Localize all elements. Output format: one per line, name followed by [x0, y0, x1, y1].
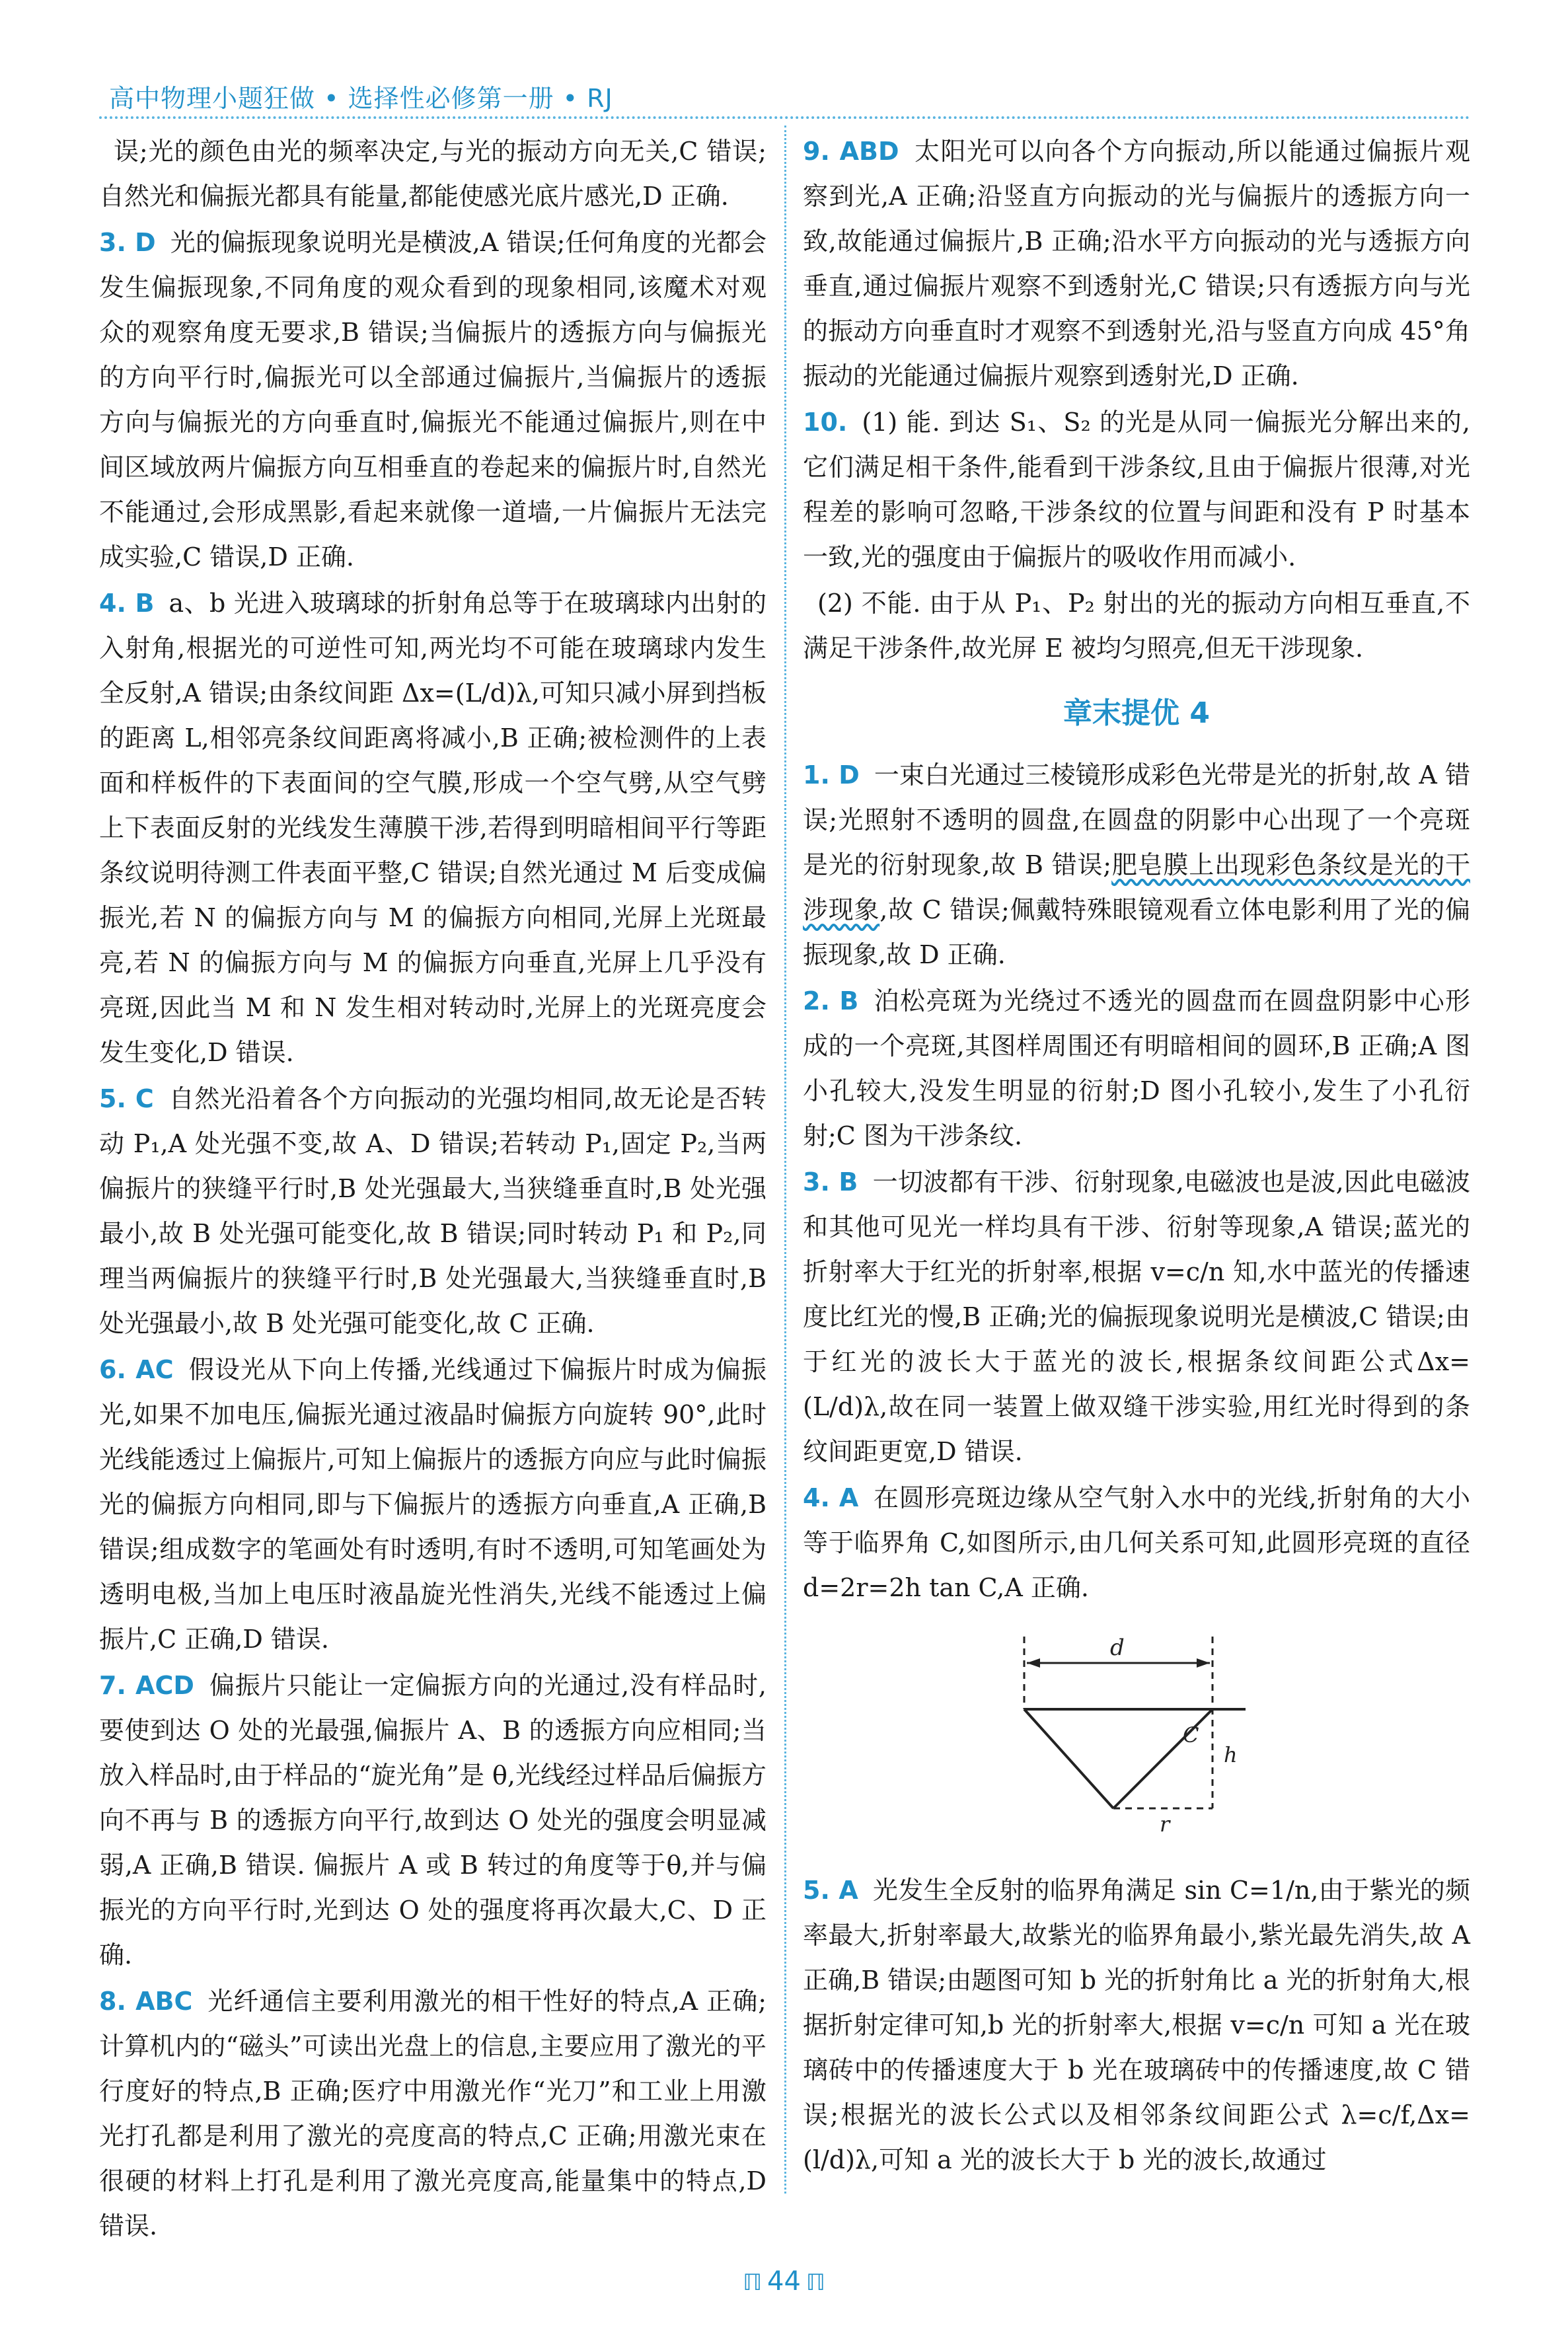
answer-item	[99, 1663, 766, 1977]
answer-number: 8. ABC	[99, 1987, 193, 2016]
answer-text: (1) 能. 到达 S₁、S₂ 的光是从同一偏振光分解出来的,它们满足相干条件,能看到干涉条纹,且由于偏振片很薄,对光程差的影响可忽略,干涉条纹的位置与间距和没有 P 时基本一致,光的强度由于偏振片的吸收作用而减小.	[803, 408, 1470, 572]
answer-item	[99, 1347, 766, 1662]
section-title: 章末提优 4	[1063, 696, 1210, 730]
answer-item	[803, 1868, 1470, 2182]
answer-text: 在圆形亮斑边缘从空气射入水中的光线,折射角的大小等于临界角 C,如图所示,由几何关系可知,此圆形亮斑的直径 d=2r=2h tan C,A 正确.	[803, 1483, 1471, 1602]
arrow-head-right	[1197, 1658, 1210, 1668]
answer-text: 误;光的颜色由光的频率决定,与光的振动方向无关,C 错误;自然光和偏振光都具有能量,都能使感光底片感光,D 正确.	[99, 137, 766, 211]
geometry-figure	[998, 1630, 1275, 1841]
answer-text: 偏振片只能让一定偏振方向的光通过,没有样品时,要使到达 O 处的光最强,偏振片 A、B 的透振方向应相同;当放入样品时,由于样品的“旋光角”是 θ,光线经过样品后偏振方向不再与 B 的透振方向平行,故到达 O 处光的强度会明显减弱,A 正确,B 错误. 偏振片 A 或 B 转过的角度等于θ,并与偏振光的方向平行时,光到达 O 处的强度将再次最大,C、D 正确.	[99, 1671, 766, 1970]
answer-text: 光纤通信主要利用激光的相干性好的特点,A 正确;计算机内的“磁头”可读出光盘上的信息,主要应用了激光的平行度好的特点,B 正确;医疗中用激光作“光刀”和工业上用激光打孔都是利用了激光的亮度高的特点,C 正确;用激光束在很硬的材料上打孔是利用了激光亮度高,能量集中的特点,D 错误.	[99, 1987, 767, 2240]
answer-number: 3. D	[99, 228, 156, 257]
answer-item	[803, 129, 1470, 398]
answer-item	[99, 220, 766, 579]
answer-text: (2) 不能. 由于从 P₁、P₂ 射出的光的振动方向相互垂直,不满足干涉条件,故光屏 E 被均匀照亮,但无干涉现象.	[803, 589, 1470, 663]
answer-text: 太阳光可以向各个方向振动,所以能通过偏振片观察到光,A 正确;沿竖直方向振动的光与偏振片的透振方向一致,故能通过偏振片,B 正确;沿水平方向振动的光与透振方向垂直,通过偏振片观察不到透射光,C 错误;只有透振方向与光的振动方向垂直时才观察不到透射光,沿与竖直方向成 45°角振动的光能通过偏振片观察到透射光,D 正确.	[803, 137, 1470, 390]
right-column	[803, 129, 1470, 2184]
answer-number: 6. AC	[99, 1355, 174, 1384]
answer-text: 泊松亮斑为光绕过不透光的圆盘而在圆盘阴影中心形成的一个亮斑,其图样周围还有明暗相间的圆环,B 正确;A 图小孔较大,没发生明显的衍射;D 图小孔较小,发生了小孔衍射;C 图为干涉条纹.	[803, 986, 1470, 1150]
header-rule	[99, 116, 1470, 119]
book-header: 高中物理小题狂做 • 选择性必修第一册 • RJ	[109, 84, 613, 113]
answer-item	[99, 1076, 766, 1346]
answer-text: 一束白光通过三棱镜形成彩色光带是光的折射,故 A 错误;光照射不透明的圆盘,在圆盘的阴影中心出现了一个亮斑是光的衍射现象,故 B 错误;	[803, 760, 1471, 879]
answer-item	[803, 1160, 1470, 1474]
answer-item	[99, 581, 766, 1075]
answer-text: ,故 C 错误;佩戴特殊眼镜观看立体电影利用了光的偏振现象,故 D 正确.	[803, 895, 1470, 969]
answer-item	[99, 129, 766, 219]
wavy-underlined-text: 肥皂膜上出现彩色条纹是光的干涉现象	[803, 850, 1470, 924]
answer-number: 10.	[803, 408, 848, 437]
answer-number: 5. A	[803, 1876, 858, 1905]
column-divider	[784, 126, 786, 2194]
answer-number: 5. C	[99, 1084, 154, 1113]
answer-text: 自然光沿着各个方向振动的光强均相同,故无论是否转动 P₁,A 处光强不变,故 A、D 错误;若转动 P₁,固定 P₂,当两偏振片的狭缝平行时,B 处光强最大,当狭缝垂直时,B 处光强最小,故 B 处光强可能变化,故 B 错误;同时转动 P₁ 和 P₂,同理当两偏振片的狭缝平行时,B 处光强最大,当狭缝垂直时,B 处光强最小,故 B 处光强可能变化,故 C 正确.	[99, 1084, 766, 1338]
answer-item	[803, 400, 1470, 579]
answer-item	[803, 978, 1470, 1158]
answer-number: 1. D	[803, 760, 860, 790]
answer-text: 光发生全反射的临界角满足 sin C=1/n,由于紫光的频率最大,折射率最大,故紫光的临界角最小,紫光最先消失,故 A 正确,B 错误;由题图可知 b 光的折射角比 a 光的折射角大,根据折射定律可知,b 光的折射率大,根据 v=c/n 可知 a 光在玻璃砖中的传播速度大于 b 光在玻璃砖中的传播速度,故 C 错误;根据光的波长公式以及相邻条纹间距公式 λ=c/f,Δx=(l/d)λ,可知 a 光的波长大于 b 光的波长,故通过	[803, 1876, 1470, 2174]
ornament-icon: ℿ	[805, 2270, 825, 2296]
answer-item	[803, 753, 1470, 977]
answer-text: 光的偏振现象说明光是横波,A 错误;任何角度的光都会发生偏振现象,不同角度的观众看到的现象相同,该魔术对观众的观察角度无要求,B 错误;当偏振片的透振方向与偏振光的方向平行时,偏振光可以全部通过偏振片,当偏振片的透振方向与偏振光的方向垂直时,偏振光不能通过偏振片,则在中间区域放两片偏振方向互相垂直的卷起来的偏振片时,自然光不能通过,会形成黑影,看起来就像一道墙,一片偏振片无法完成实验,C 错误,D 正确.	[99, 228, 767, 572]
page-footer	[0, 2266, 1568, 2297]
arrow-head-left	[1027, 1658, 1040, 1668]
answer-number: 4. B	[99, 589, 155, 618]
label-d: d	[1110, 1635, 1125, 1661]
answer-number: 7. ACD	[99, 1671, 194, 1700]
answer-item	[99, 1979, 766, 2248]
page-number: 44	[767, 2266, 801, 2297]
label-critical-angle: C	[1183, 1722, 1199, 1748]
answer-text: 一切波都有干涉、衍射现象,电磁波也是波,因此电磁波和其他可见光一样均具有干涉、衍射等现象,A 错误;蓝光的折射率大于红光的折射率,根据 v=c/n 知,水中蓝光的传播速度比红光的慢,B 正确;光的偏振现象说明光是横波,C 错误;由于红光的波长大于蓝光的波长,根据条纹间距公式Δx=(L/d)λ,故在同一装置上做双缝干涉实验,用红光时得到的条纹间距更宽,D 错误.	[803, 1167, 1470, 1466]
answer-item	[803, 1475, 1470, 1610]
label-h: h	[1224, 1742, 1238, 1767]
ornament-icon: ℿ	[743, 2270, 763, 2296]
light-ray-left	[1024, 1709, 1113, 1808]
answer-number: 3. B	[803, 1167, 858, 1197]
answer-number: 4. A	[803, 1483, 859, 1512]
answer-number: 9. ABD	[803, 137, 899, 166]
label-r: r	[1160, 1812, 1170, 1837]
answer-item	[803, 581, 1470, 671]
answer-text: 假设光从下向上传播,光线通过下偏振片时成为偏振光,如果不加电压,偏振光通过液晶时偏振方向旋转 90°,此时光线能透过上偏振片,可知上偏振片的透振方向应与此时偏振光的偏振方向相同,即与下偏振片的透振方向垂直,A 正确,B 错误;组成数字的笔画处有时透明,有时不透明,可知笔画处为透明电极,当加上电压时液晶旋光性消失,光线不能透过上偏振片,C 正确,D 错误.	[99, 1355, 766, 1654]
left-column	[99, 129, 766, 2250]
answer-number: 2. B	[803, 986, 859, 1015]
answer-text: a、b 光进入玻璃球的折射角总等于在玻璃球内出射的入射角,根据光的可逆性可知,两光均不可能在玻璃球内发生全反射,A 错误;由条纹间距 Δx=(L/d)λ,可知只减小屏到挡板的距离 L,相邻亮条纹间距离将减小,B 正确;被检测件的上表面和样板件的下表面间的空气膜,形成一个空气劈,从空气劈上下表面反射的光线发生薄膜干涉,若得到明暗相间平行等距条纹说明待测工件表面平整,C 错误;自然光通过 M 后变成偏振光,若 N 的偏振方向与 M 的偏振方向相同,光屏上光斑最亮,若 N 的偏振方向与 M 的偏振方向垂直,光屏上几乎没有亮斑,因此当 M 和 N 发生相对转动时,光屏上的光斑亮度会发生变化,D 错误.	[99, 589, 766, 1067]
